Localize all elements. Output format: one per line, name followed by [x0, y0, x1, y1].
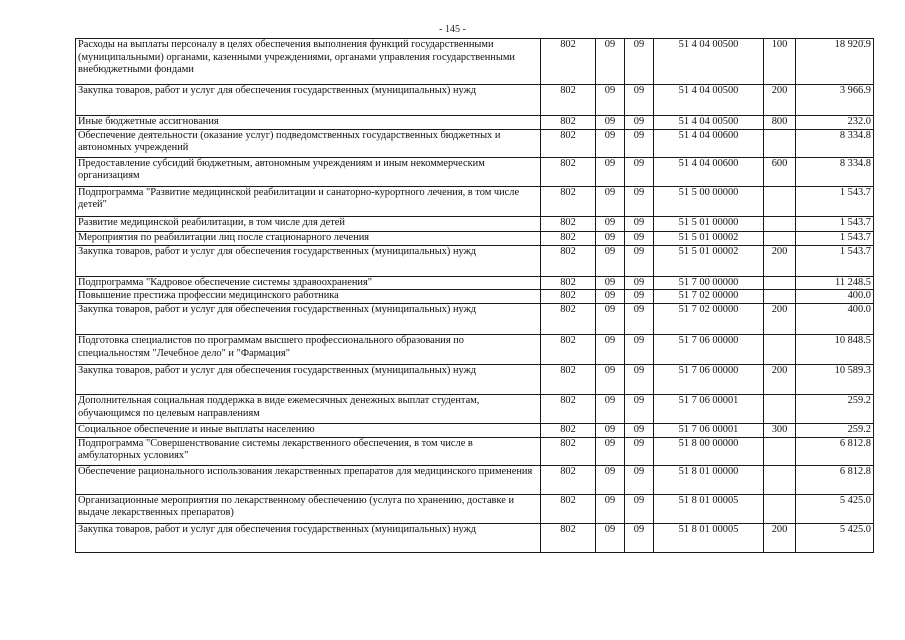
cell-target-article: 51 4 04 00500: [654, 85, 764, 116]
cell-department: 802: [541, 304, 596, 335]
cell-name: Обеспечение деятельности (оказание услуг) подведомственных государственных бюджетных и автономных учреждений: [76, 129, 541, 157]
cell-target-article: 51 4 04 00500: [654, 116, 764, 130]
cell-amount: 8 334.8: [796, 157, 874, 186]
cell-subsection: 09: [625, 465, 654, 494]
cell-name: Развитие медицинской реабилитации, в том числе для детей: [76, 216, 541, 231]
cell-amount: 259.2: [796, 424, 874, 438]
cell-amount: 10 848.5: [796, 335, 874, 365]
cell-subsection: 09: [625, 424, 654, 438]
table-row: [76, 186, 874, 216]
cell-name: Подпрограмма "Развитие медицинской реабилитации и санаторно-курортного лечения, в том числе детей": [76, 186, 541, 216]
cell-subsection: 09: [625, 335, 654, 365]
cell-department: 802: [541, 231, 596, 245]
cell-section: 09: [596, 290, 625, 304]
cell-section: 09: [596, 365, 625, 395]
table-row: [76, 216, 874, 231]
cell-subsection: 09: [625, 186, 654, 216]
cell-name: Закупка товаров, работ и услуг для обеспечения государственных (муниципальных) нужд: [76, 365, 541, 395]
cell-department: 802: [541, 216, 596, 231]
cell-target-article: 51 5 01 00002: [654, 231, 764, 245]
cell-section: 09: [596, 424, 625, 438]
cell-amount: 1 543.7: [796, 186, 874, 216]
cell-expense-type: 200: [764, 304, 796, 335]
table-row: [76, 39, 874, 85]
table-row: [76, 85, 874, 116]
cell-department: 802: [541, 437, 596, 465]
cell-subsection: 09: [625, 365, 654, 395]
cell-section: 09: [596, 465, 625, 494]
cell-subsection: 09: [625, 276, 654, 290]
cell-target-article: 51 8 01 00005: [654, 523, 764, 552]
cell-subsection: 09: [625, 395, 654, 424]
cell-name: Закупка товаров, работ и услуг для обеспечения государственных (муниципальных) нужд: [76, 245, 541, 276]
cell-department: 802: [541, 290, 596, 304]
cell-department: 802: [541, 523, 596, 552]
cell-amount: 6 812.8: [796, 465, 874, 494]
cell-expense-type: [764, 290, 796, 304]
cell-expense-type: [764, 186, 796, 216]
cell-section: 09: [596, 39, 625, 85]
cell-target-article: 51 8 01 00005: [654, 494, 764, 523]
cell-amount: 3 966.9: [796, 85, 874, 116]
cell-expense-type: [764, 494, 796, 523]
cell-amount: 18 920.9: [796, 39, 874, 85]
cell-section: 09: [596, 494, 625, 523]
cell-section: 09: [596, 523, 625, 552]
table-row: [76, 245, 874, 276]
cell-name: Организационные мероприятия по лекарственному обеспечению (услуга по хранению, доставке и выдаче лекарственных препаратов): [76, 494, 541, 523]
table-row: [76, 335, 874, 365]
page-number: - 145 -: [439, 24, 466, 35]
cell-subsection: 09: [625, 85, 654, 116]
cell-target-article: 51 7 06 00000: [654, 365, 764, 395]
cell-name: Закупка товаров, работ и услуг для обеспечения государственных (муниципальных) нужд: [76, 304, 541, 335]
cell-subsection: 09: [625, 523, 654, 552]
cell-amount: 5 425.0: [796, 494, 874, 523]
cell-target-article: 51 7 02 00000: [654, 290, 764, 304]
cell-expense-type: 200: [764, 365, 796, 395]
cell-amount: 1 543.7: [796, 216, 874, 231]
cell-amount: 259.2: [796, 395, 874, 424]
cell-section: 09: [596, 157, 625, 186]
table-row: [76, 276, 874, 290]
cell-amount: 6 812.8: [796, 437, 874, 465]
cell-target-article: 51 7 00 00000: [654, 276, 764, 290]
table-row: [76, 365, 874, 395]
cell-expense-type: 100: [764, 39, 796, 85]
cell-name: Иные бюджетные ассигнования: [76, 116, 541, 130]
cell-amount: 400.0: [796, 304, 874, 335]
cell-target-article: 51 8 01 00000: [654, 465, 764, 494]
table-row: [76, 523, 874, 552]
cell-subsection: 09: [625, 216, 654, 231]
cell-department: 802: [541, 157, 596, 186]
cell-department: 802: [541, 424, 596, 438]
cell-amount: 5 425.0: [796, 523, 874, 552]
cell-expense-type: 600: [764, 157, 796, 186]
cell-name: Закупка товаров, работ и услуг для обеспечения государственных (муниципальных) нужд: [76, 523, 541, 552]
cell-department: 802: [541, 276, 596, 290]
cell-department: 802: [541, 85, 596, 116]
cell-section: 09: [596, 276, 625, 290]
cell-target-article: 51 5 00 00000: [654, 186, 764, 216]
cell-target-article: 51 7 02 00000: [654, 304, 764, 335]
table-row: [76, 231, 874, 245]
cell-subsection: 09: [625, 157, 654, 186]
cell-section: 09: [596, 216, 625, 231]
table-row: [76, 424, 874, 438]
table-row: [76, 304, 874, 335]
cell-expense-type: [764, 465, 796, 494]
cell-target-article: 51 4 04 00500: [654, 39, 764, 85]
table-body: [76, 39, 874, 553]
cell-department: 802: [541, 335, 596, 365]
cell-name: Подпрограмма "Кадровое обеспечение системы здравоохранения": [76, 276, 541, 290]
cell-section: 09: [596, 129, 625, 157]
cell-amount: 8 334.8: [796, 129, 874, 157]
cell-target-article: 51 5 01 00000: [654, 216, 764, 231]
cell-expense-type: [764, 395, 796, 424]
table-row: [76, 157, 874, 186]
cell-expense-type: 200: [764, 85, 796, 116]
cell-subsection: 09: [625, 437, 654, 465]
cell-target-article: 51 7 06 00001: [654, 395, 764, 424]
cell-section: 09: [596, 85, 625, 116]
table-row: [76, 129, 874, 157]
cell-name: Социальное обеспечение и иные выплаты населению: [76, 424, 541, 438]
cell-amount: 10 589.3: [796, 365, 874, 395]
cell-subsection: 09: [625, 304, 654, 335]
cell-expense-type: [764, 437, 796, 465]
table-row: [76, 395, 874, 424]
cell-target-article: 51 7 06 00000: [654, 335, 764, 365]
table-row: [76, 465, 874, 494]
cell-name: Подготовка специалистов по программам высшего профессионального образования по специальностям "Лечебное дело" и "Фармация": [76, 335, 541, 365]
cell-subsection: 09: [625, 494, 654, 523]
cell-department: 802: [541, 395, 596, 424]
table-row: [76, 290, 874, 304]
cell-expense-type: 200: [764, 245, 796, 276]
cell-department: 802: [541, 129, 596, 157]
budget-table: [75, 38, 874, 553]
cell-subsection: 09: [625, 116, 654, 130]
cell-name: Закупка товаров, работ и услуг для обеспечения государственных (муниципальных) нужд: [76, 85, 541, 116]
cell-department: 802: [541, 186, 596, 216]
cell-section: 09: [596, 186, 625, 216]
cell-subsection: 09: [625, 231, 654, 245]
cell-name: Предоставление субсидий бюджетным, автономным учреждениям и иным некоммерческим организациям: [76, 157, 541, 186]
cell-expense-type: [764, 231, 796, 245]
cell-expense-type: 800: [764, 116, 796, 130]
cell-department: 802: [541, 365, 596, 395]
cell-section: 09: [596, 116, 625, 130]
cell-amount: 400.0: [796, 290, 874, 304]
cell-subsection: 09: [625, 39, 654, 85]
cell-department: 802: [541, 39, 596, 85]
cell-section: 09: [596, 437, 625, 465]
cell-subsection: 09: [625, 290, 654, 304]
cell-expense-type: 200: [764, 523, 796, 552]
cell-department: 802: [541, 494, 596, 523]
cell-name: Обеспечение рационального использования лекарственных препаратов для медицинского применения: [76, 465, 541, 494]
cell-name: Мероприятия по реабилитации лиц после стационарного лечения: [76, 231, 541, 245]
cell-amount: 232.0: [796, 116, 874, 130]
cell-amount: 1 543.7: [796, 231, 874, 245]
cell-target-article: 51 8 00 00000: [654, 437, 764, 465]
cell-section: 09: [596, 304, 625, 335]
cell-name: Повышение престижа профессии медицинского работника: [76, 290, 541, 304]
cell-name: Подпрограмма "Совершенствование системы лекарственного обеспечения, в том числе в амбулаторных условиях": [76, 437, 541, 465]
cell-department: 802: [541, 245, 596, 276]
table-row: [76, 437, 874, 465]
cell-expense-type: 300: [764, 424, 796, 438]
cell-target-article: 51 7 06 00001: [654, 424, 764, 438]
cell-amount: 11 248.5: [796, 276, 874, 290]
table-row: [76, 116, 874, 130]
cell-section: 09: [596, 231, 625, 245]
cell-subsection: 09: [625, 129, 654, 157]
cell-section: 09: [596, 335, 625, 365]
cell-target-article: 51 5 01 00002: [654, 245, 764, 276]
cell-expense-type: [764, 335, 796, 365]
cell-section: 09: [596, 395, 625, 424]
cell-expense-type: [764, 216, 796, 231]
cell-amount: 1 543.7: [796, 245, 874, 276]
cell-name: Расходы на выплаты персоналу в целях обеспечения выполнения функций государственными (муниципальными) органами, казенными учреждениями, органами управления государственными внебюджетными фондами: [76, 39, 541, 85]
cell-department: 802: [541, 465, 596, 494]
cell-expense-type: [764, 276, 796, 290]
cell-department: 802: [541, 116, 596, 130]
table-row: [76, 494, 874, 523]
cell-target-article: 51 4 04 00600: [654, 129, 764, 157]
cell-expense-type: [764, 129, 796, 157]
cell-subsection: 09: [625, 245, 654, 276]
cell-section: 09: [596, 245, 625, 276]
cell-target-article: 51 4 04 00600: [654, 157, 764, 186]
cell-name: Дополнительная социальная поддержка в виде ежемесячных денежных выплат студентам, обучающимся по целевым направлениям: [76, 395, 541, 424]
